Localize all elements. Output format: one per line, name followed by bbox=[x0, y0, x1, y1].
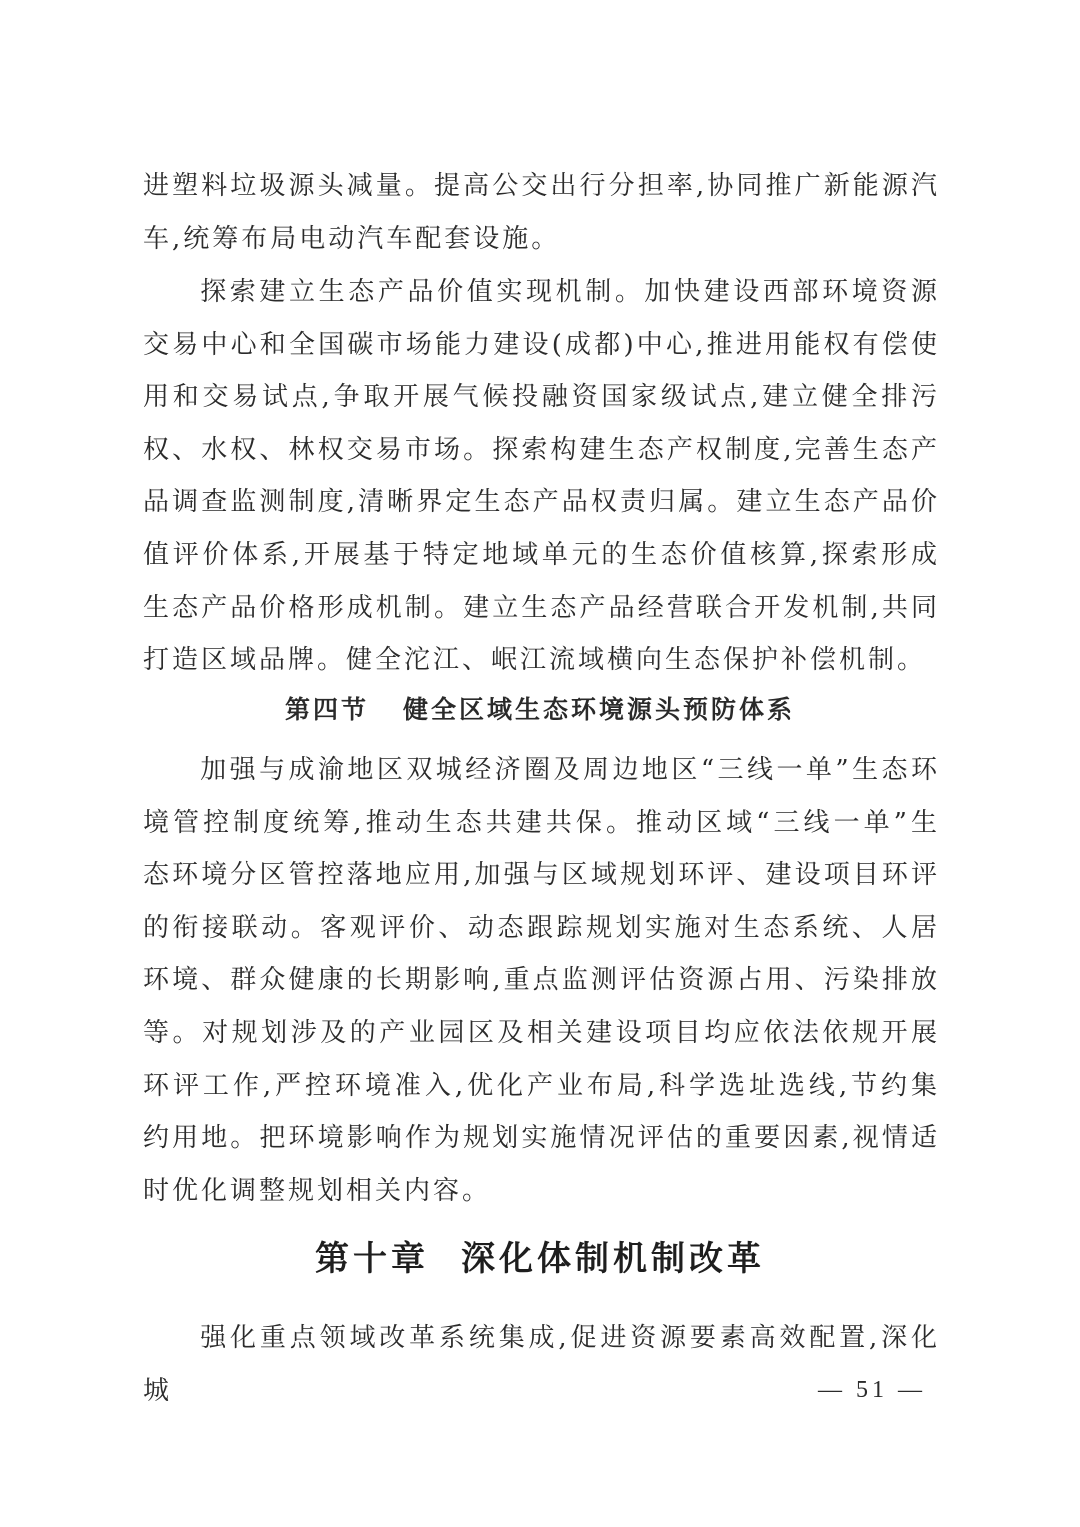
paragraph-text: 强化重点领域改革系统集成,促进资源要素高效配置,深化城 bbox=[143, 1323, 940, 1406]
chapter-title: 深化体制机制改革 bbox=[461, 1239, 765, 1279]
chapter-heading bbox=[0, 1234, 1080, 1284]
paragraph-three-lines-one-list bbox=[143, 744, 940, 1217]
page-number: — 51 — bbox=[818, 1377, 926, 1403]
paragraph-text: 进塑料垃圾源头减量。提高公交出行分担率,协同推广新能源汽车,统筹布局电动汽车配套设施。 bbox=[143, 171, 940, 254]
section-number: 第四节 bbox=[284, 695, 369, 724]
paragraph-continuation bbox=[143, 160, 940, 265]
section-heading bbox=[0, 690, 1080, 730]
chapter-number: 第十章 bbox=[315, 1239, 429, 1279]
section-title: 健全区域生态环境源头预防体系 bbox=[403, 695, 796, 724]
paragraph-text: 加强与成渝地区双城经济圈及周边地区“三线一单”生态环境管控制度统筹,推动生态共建共保。推动区域“三线一单”生态环境分区管控落地应用,加强与区域规划环评、建设项目环评的衔接联动。客观评价、动态跟踪规划实施对生态系统、人居环境、群众健康的长期影响,重点监测评估资源占用、污染排放等。对规划涉及的产业园区及相关建设项目均应依法依规开展环评工作,严控环境准入,优化产业布局,科学选址选线,节约集约用地。把环境影响作为规划实施情况评估的重要因素,视情适时优化调整规划相关内容。 bbox=[143, 755, 940, 1206]
paragraph-ecological-product-value bbox=[143, 266, 940, 687]
paragraph-text: 探索建立生态产品价值实现机制。加快建设西部环境资源交易中心和全国碳市场能力建设(成都)中心,推进用能权有偿使用和交易试点,争取开展气候投融资国家级试点,建立健全排污权、水权、林权交易市场。探索构建生态产权制度,完善生态产品调查监测制度,清晰界定生态产品权责归属。建立生态产品价值评价体系,开展基于特定地域单元的生态价值核算,探索形成生态产品价格形成机制。建立生态产品经营联合开发机制,共同打造区域品牌。健全沱江、岷江流域横向生态保护补偿机制。 bbox=[143, 277, 940, 676]
